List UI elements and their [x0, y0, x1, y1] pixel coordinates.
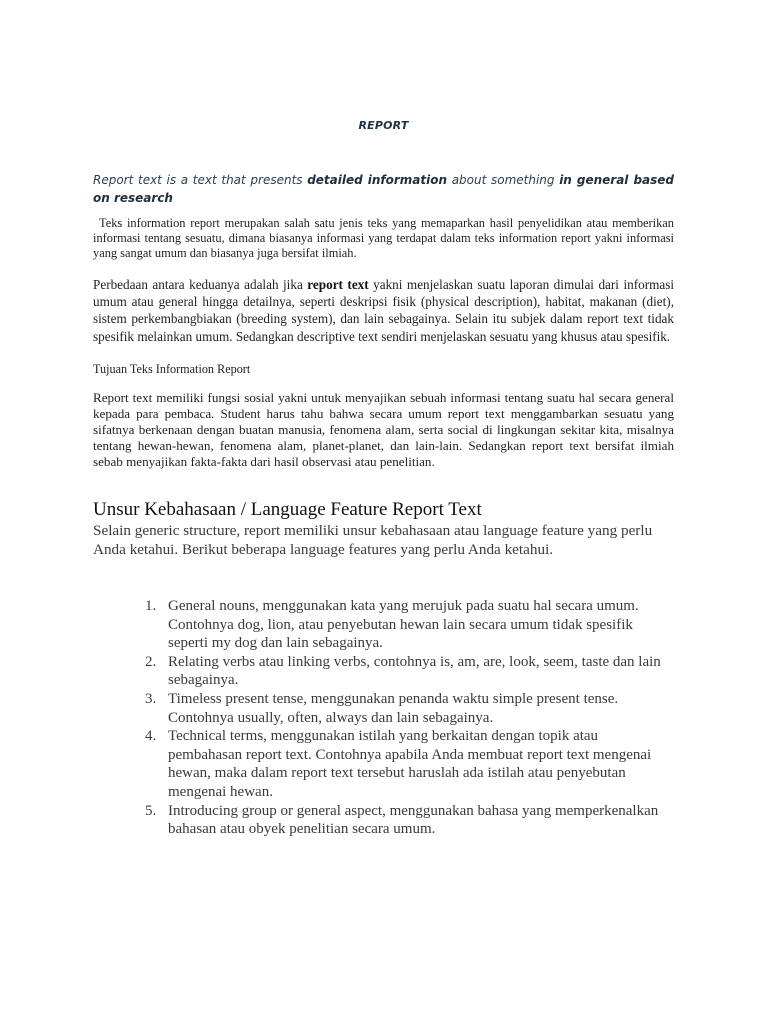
list-item — [93, 597, 674, 653]
difference-text-2: yakni menjelaskan suatu laporan dimulai dari informasi umum atau general hingga detailnya, seperti deskripsi fisik (physical description), habitat, makanan (diet), sistem perkembangbiakan (breeding system), dan lain sebagainya. Selain itu subjek dalam report text tidak spesifik melainkan umum. Sedangkan descriptive text sendiri menjelaskan sesuatu yang khusus atau spesifik. — [93, 277, 674, 344]
list-item — [93, 727, 674, 801]
list-item — [93, 802, 674, 839]
list-text: Timeless present tense, menggunakan penanda waktu simple present tense. Contohnya usually, often, always dan lain sebagainya. — [168, 690, 619, 726]
definition-paragraph — [93, 171, 674, 207]
definition-bold-2: in general based on research — [93, 173, 674, 205]
definition-text-1: Report text is a text that presents — [93, 173, 308, 187]
language-features-list — [93, 597, 674, 839]
difference-bold: report text — [307, 277, 369, 292]
list-number: 2. — [145, 653, 157, 670]
paragraph-social-function: Report text memiliki fungsi sosial yakni untuk menyajikan sebuah informasi tentang suatu hal secara general kepada para pembaca. Student harus tahu bahwa secara umum report text menggambarkan sesuatu yang sifatnya berkenaan dengan buatan manusia, fenomena alam, serta social di lingkungan sekitar kita, misalnya tentang hewan-hewan, fenomena alam, planet-planet, dan lain-lain. Sedangkan report text bersifat ilmiah sebab menyajikan fakta-fakta dari hasil observasi atau penelitian. — [93, 390, 674, 469]
definition-bold-1: detailed information — [307, 173, 448, 187]
subheading-tujuan: Tujuan Teks Information Report — [93, 362, 251, 376]
list-text: Relating verbs atau linking verbs, contohnya is, am, are, look, seem, taste dan lain sebagainya. — [168, 653, 661, 689]
section-intro: Selain generic structure, report memiliki unsur kebahasaan atau language feature yang perlu Anda ketahui. Berikut beberapa language features yang perlu Anda ketahui. — [93, 522, 653, 558]
section-heading: Unsur Kebahasaan / Language Feature Report Text — [93, 499, 482, 520]
paragraph-difference — [93, 276, 674, 345]
list-item — [93, 690, 674, 727]
list-number: 4. — [145, 728, 157, 745]
list-number: 5. — [145, 802, 157, 819]
paragraph-information-report: Teks information report merupakan salah satu jenis teks yang memaparkan hasil penyelidikan atau memberikan informasi tentang sesuatu, dimana biasanya informasi yang terdapat dalam teks information report yakni informasi yang sangat umum dan biasanya juga bersifat ilmiah. — [93, 216, 674, 260]
document-title: REPORT — [358, 119, 409, 132]
difference-text-1: Perbedaan antara keduanya adalah jika — [93, 277, 308, 292]
list-number: 1. — [145, 598, 157, 614]
list-text: Introducing group or general aspect, menggunakan bahasa yang memperkenalkan bahasan atau obyek penelitian secara umum. — [168, 802, 659, 838]
list-text: Technical terms, menggunakan istilah yang berkaitan dengan topik atau pembahasan report text. Contohnya apabila Anda membuat report text mengenai hewan, maka dalam report text tersebut haruslah ada istilah atau penyebutan mengenai hewan. — [168, 728, 652, 800]
definition-text-2: about something — [447, 173, 560, 187]
list-text: General nouns, menggunakan kata yang merujuk pada suatu hal secara umum. Contohnya dog, lion, atau penyebutan hewan lain secara umum tidak spesifik seperti my dog dan lain sebagainya. — [168, 598, 639, 652]
list-number: 3. — [145, 690, 157, 707]
list-item — [93, 653, 674, 690]
